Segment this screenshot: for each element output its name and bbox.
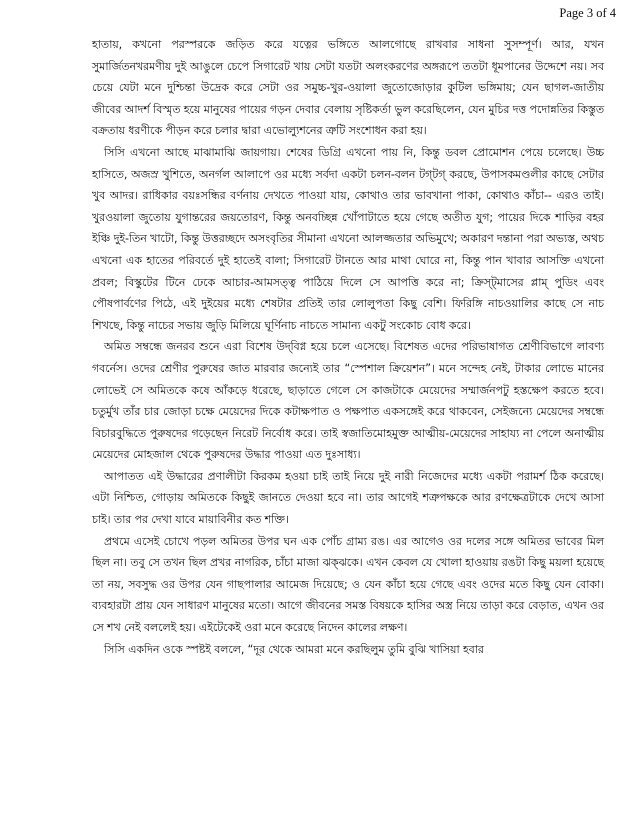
paragraph-1: হাতায়, কখনো পরস্পরকে জড়িত করে যত্নের ভঙ্গিতে আলগোছে রাখবার সাধনা সুসম্পূর্ণ। আর, যখন সুমার্জিতনখরমণীয় দুই আঙুলে চেপে সিগারেট খায় সেটা যতটা অলংকরণের অঙ্গরূপে ততটা ধূমপানের উদ্দেশে নয়। সব চেয়ে যেটা মনে দুশ্চিন্তা উদ্রেক করে সেটা ওর সমুচ্চ-খুর-ওয়ালা জুতোজোড়ার কুটিল ভঙ্গিমায়; যেন ছাগল-জাতীয় জীবের আদর্শ বিস্মৃত হয়ে মানুষের পায়ের গড়ন দেবার বেলায় সৃষ্টিকর্তা ভুল করেছিলেন, যেন মুচির দত্ত পদোন্নতির কিস্তুত বক্রতায় ধরণীকে পীড়ন করে চলার দ্বারা এভোল্যুশনের ত্রুটি সংশোধন করা হয়। (92, 38, 604, 138)
paragraph-6: সিসি একদিন ওকে স্পষ্টই বললে, “দূর থেকে আমরা মনে করছিলুম তুমি বুঝি খাসিয়া হবার (104, 642, 484, 656)
paragraph-3: অমিত সম্বন্ধে জনরব শুনে এরা বিশেষ উদ্‌বিগ্ন হয়ে চলে এসেছে। বিশেষত এদের পরিভাষাগত শ্রেণীবিভাগে লাবণ্য গবর্নেস। ওদের শ্রেণীর পুরুষের জাত মারবার জন্যেই তার “স্পেশাল ক্রিয়েশন”। মনে সন্দেহ নেই, টাকার লোভে মানের লোভেই সে অমিতকে কষে আঁকড়ে ধরেছে, ছাড়াতে গেলে সে কাজটাকে মেয়েদের সম্মার্জনপটু হস্তক্ষেপ করতে হবে। চতুর্মুখ তাঁর চার জোড়া চক্ষে মেয়েদের দিকে কটাক্ষপাত ও পক্ষপাত একসঙ্গেই করে থাকবেন, সেইজন্যে মেয়েদের সম্বন্ধে বিচারবুদ্ধিতে পুরুষদের গড়েছেন নিরেট নির্বোধ করে। তাই স্বজাতিমোহমুক্ত আত্মীয়-মেয়েদের সাহায্য না পেলে অনাত্মীয় মেয়েদের মোহজাল থেকে পুরুষদের উদ্ধার পাওয়া এত দুঃসাধ্য। (92, 340, 604, 462)
paragraph-5: প্রথমে এসেই চোখে পড়ল অমিতর উপর ঘন এক পোঁচ গ্রাম্য রঙ। এর আগেও ওর দলের সঙ্গে অমিতর ভাবের মিল ছিল না। তবু সে তখন ছিল প্রখর নাগরিক, চাঁচা মাজা ঝক্‌ঝকে। এখন কেবল যে খোলা হাওয়ায় রঙটা কিছু ময়লা হয়েছে তা নয়, সবসুদ্ধ ওর উপর যেন গাছপালার আমেজ দিয়েছে; ও যেন কাঁচা হয়ে গেছে এবং ওদের মতে কিছু যেন বোকা। ব্যবহারটা প্রায় যেন সাধারণ মানুষের মতো। আগে জীবনের সমস্ত বিষয়কে হাসির অস্ত্র নিয়ে তাড়া করে বেড়াত, এখন ওর সে শখ নেই বললেই হয়। এইটেকেই ওরা মনে করেছে নিদেন কালের লক্ষণ। (92, 534, 604, 635)
paragraph-2: সিসি এখনো আছে মাঝামাঝি জায়গায়। শেষের ডিগ্রি এখনো পায় নি, কিন্তু ডবল প্রোমোশন পেয়ে চলেছে। উচ্চ হাসিতে, অজস্র খুশিতে, অনর্গল আলাপে ওর মধ্যে সর্বদা একটা চলন-বলন টগ্‌টগ্‌ করছে, উপাসকমণ্ডলীর কাছে সেটার খুব আদর। রাধিকার বয়ঃসন্ধির বর্ণনায় দেখতে পাওয়া যায়, কোথাও তার ভাবখানা পাকা, কোথাও কাঁচা-- এরও তাই। খুরওয়ালা জুতোয় যুগান্তরের জয়তোরণ, কিন্তু অনবচ্ছিন্ন খোঁপাটাতে হয়ে গেছে অতীত যুগ; পায়ের দিকে শাড়ির বহর ইঞ্চি দুই-তিন খাটো, কিন্তু উত্তরচ্ছদে অসংবৃতির সীমানা এখনো আলজ্জতার অভিমুখে; অকারণ দন্তানা পরা অভ্যস্ত, অথচ এখনো এক হাতের পরিবর্তে দুই হাতেই বালা; সিগারেট টানতে আর মাথা ঘোরে না, কিন্তু পান খাবার আসক্তি এখনো প্রবল; বিস্কুটের টিনে ঢেকে আচার-আমসত্ত্ব পাঠিয়ে দিলে সে আপত্তি করে না; ক্রিস্‌ট্‌মাসের প্লাম্ পুডিং এবং পৌষপার্বণের পিঠে, এই দুইয়ের মধ্যে শেষটার প্রতিই তার লোলুপতা কিছু বেশি। ফিরিঙ্গি নাচওয়ালির কাছে সে নাচ শিখছে, কিন্তু নাচের সভায় জুড়ি মিলিয়ে ঘূর্ণিনাচ নাচতে সামান্য একটু সংকোচ বোধ করে। (92, 145, 604, 332)
document-body (92, 34, 604, 660)
paragraph-4: আপাতত এই উদ্ধারের প্রণালীটা কিরকম হওয়া চাই তাই নিয়ে দুই নারী নিজেদের মধ্যে একটা পরামর্শ ঠিক করেছে। এটা নিশ্চিত, গোড়ায় অমিতকে কিছুই জানতে দেওয়া হবে না। তার আগেই শত্রুপক্ষকে আর রণক্ষেত্রটাকে দেখে আসা চাই। তার পর দেখা যাবে মায়াবিনীর কত শক্তি। (92, 469, 604, 527)
page-number: Page 3 of 4 (559, 6, 616, 20)
